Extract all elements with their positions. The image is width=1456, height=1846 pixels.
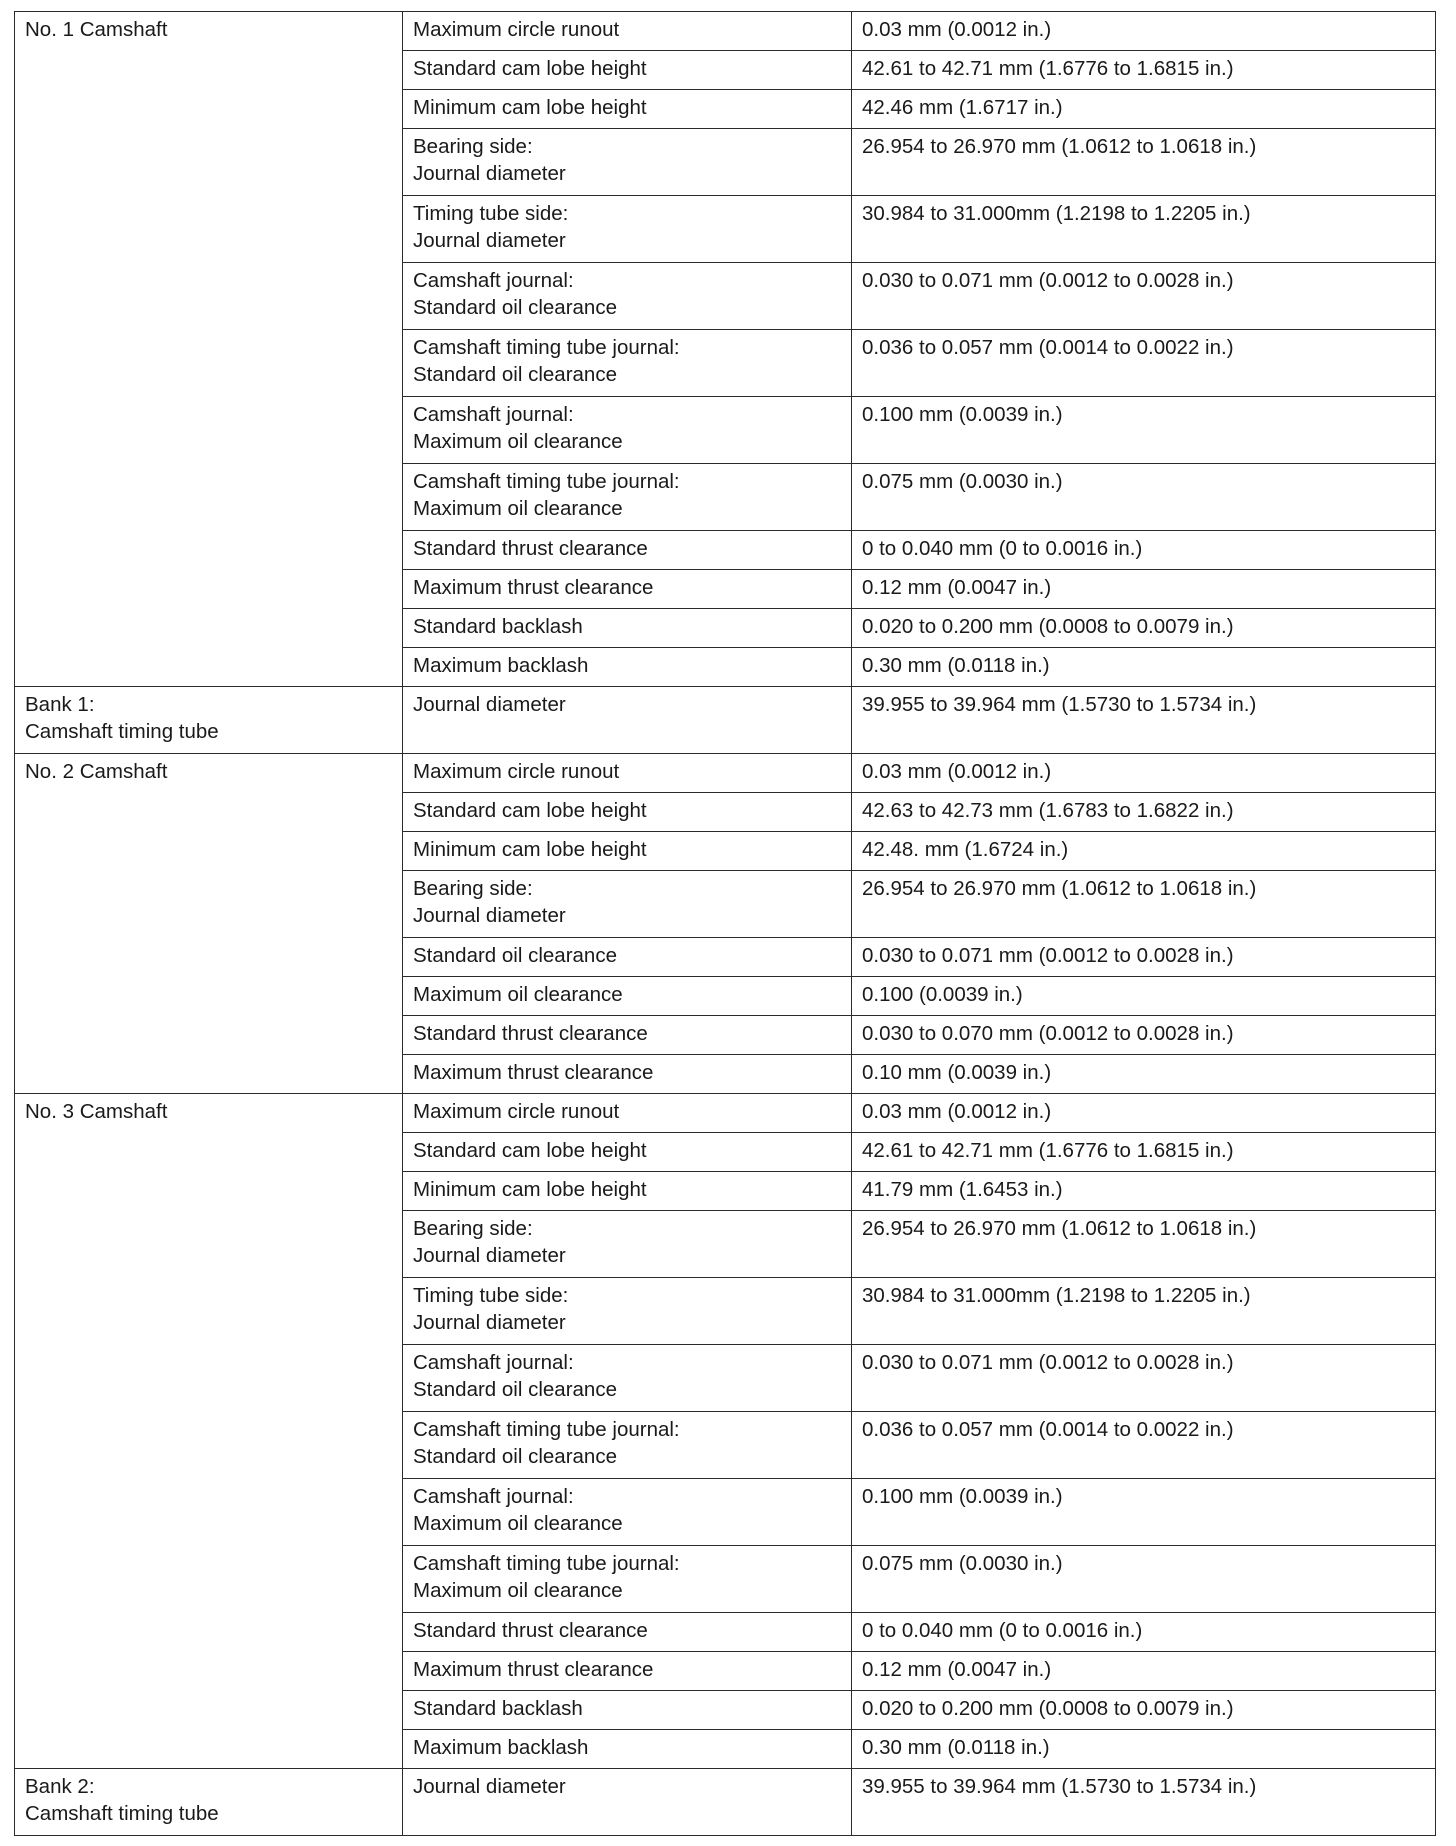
spec-item-cell: Camshaft timing tube journal: Maximum oil clearance xyxy=(403,1546,852,1613)
spec-item-cell: Standard cam lobe height xyxy=(403,793,852,832)
spec-item-cell: Standard cam lobe height xyxy=(403,51,852,90)
spec-value-cell: 0.12 mm (0.0047 in.) xyxy=(852,1652,1436,1691)
spec-item-cell: Standard backlash xyxy=(403,609,852,648)
spec-value-cell: 0.030 to 0.071 mm (0.0012 to 0.0028 in.) xyxy=(852,1345,1436,1412)
spec-item-cell: Camshaft journal: Standard oil clearance xyxy=(403,1345,852,1412)
spec-value-cell: 0.100 (0.0039 in.) xyxy=(852,977,1436,1016)
spec-value-cell: 0.100 mm (0.0039 in.) xyxy=(852,1479,1436,1546)
spec-value-cell: 0.12 mm (0.0047 in.) xyxy=(852,570,1436,609)
component-name-cell: No. 1 Camshaft xyxy=(15,12,403,687)
spec-value-cell: 0.03 mm (0.0012 in.) xyxy=(852,12,1436,51)
spec-item-cell: Camshaft timing tube journal: Standard oil clearance xyxy=(403,1412,852,1479)
spec-value-cell: 0.03 mm (0.0012 in.) xyxy=(852,754,1436,793)
spec-item-cell: Maximum circle runout xyxy=(403,1094,852,1133)
spec-value-cell: 0 to 0.040 mm (0 to 0.0016 in.) xyxy=(852,531,1436,570)
spec-value-cell: 0.10 mm (0.0039 in.) xyxy=(852,1055,1436,1094)
camshaft-spec-table xyxy=(14,11,1436,1836)
spec-value-cell: 30.984 to 31.000mm (1.2198 to 1.2205 in.) xyxy=(852,1278,1436,1345)
spec-item-cell: Standard thrust clearance xyxy=(403,531,852,570)
spec-item-cell: Maximum thrust clearance xyxy=(403,1055,852,1094)
spec-item-cell: Timing tube side: Journal diameter xyxy=(403,1278,852,1345)
table-row xyxy=(15,1094,1436,1133)
spec-item-cell: Bearing side: Journal diameter xyxy=(403,129,852,196)
spec-item-cell: Journal diameter xyxy=(403,687,852,754)
spec-value-cell: 42.63 to 42.73 mm (1.6783 to 1.6822 in.) xyxy=(852,793,1436,832)
spec-value-cell: 26.954 to 26.970 mm (1.0612 to 1.0618 in.) xyxy=(852,871,1436,938)
spec-table-body xyxy=(15,12,1436,1836)
spec-item-cell: Minimum cam lobe height xyxy=(403,1172,852,1211)
spec-value-cell: 26.954 to 26.970 mm (1.0612 to 1.0618 in.) xyxy=(852,1211,1436,1278)
spec-item-cell: Journal diameter xyxy=(403,1769,852,1836)
spec-value-cell: 42.61 to 42.71 mm (1.6776 to 1.6815 in.) xyxy=(852,1133,1436,1172)
component-name-cell: No. 2 Camshaft xyxy=(15,754,403,1094)
spec-value-cell: 30.984 to 31.000mm (1.2198 to 1.2205 in.) xyxy=(852,196,1436,263)
spec-value-cell: 0.075 mm (0.0030 in.) xyxy=(852,464,1436,531)
spec-value-cell: 0.020 to 0.200 mm (0.0008 to 0.0079 in.) xyxy=(852,609,1436,648)
spec-value-cell: 0.030 to 0.070 mm (0.0012 to 0.0028 in.) xyxy=(852,1016,1436,1055)
spec-item-cell: Maximum backlash xyxy=(403,648,852,687)
spec-item-cell: Maximum thrust clearance xyxy=(403,570,852,609)
component-name-cell: Bank 1: Camshaft timing tube xyxy=(15,687,403,754)
spec-item-cell: Maximum circle runout xyxy=(403,754,852,793)
spec-item-cell: Maximum backlash xyxy=(403,1730,852,1769)
spec-value-cell: 0.020 to 0.200 mm (0.0008 to 0.0079 in.) xyxy=(852,1691,1436,1730)
spec-value-cell: 39.955 to 39.964 mm (1.5730 to 1.5734 in.) xyxy=(852,1769,1436,1836)
spec-value-cell: 42.48. mm (1.6724 in.) xyxy=(852,832,1436,871)
spec-value-cell: 0.036 to 0.057 mm (0.0014 to 0.0022 in.) xyxy=(852,1412,1436,1479)
spec-item-cell: Standard oil clearance xyxy=(403,938,852,977)
spec-item-cell: Bearing side: Journal diameter xyxy=(403,871,852,938)
table-row xyxy=(15,1769,1436,1836)
component-name-cell: No. 3 Camshaft xyxy=(15,1094,403,1769)
table-row xyxy=(15,687,1436,754)
spec-item-cell: Camshaft journal: Maximum oil clearance xyxy=(403,1479,852,1546)
spec-value-cell: 42.46 mm (1.6717 in.) xyxy=(852,90,1436,129)
spec-value-cell: 0.030 to 0.071 mm (0.0012 to 0.0028 in.) xyxy=(852,263,1436,330)
spec-item-cell: Camshaft journal: Standard oil clearance xyxy=(403,263,852,330)
spec-item-cell: Maximum circle runout xyxy=(403,12,852,51)
spec-item-cell: Standard thrust clearance xyxy=(403,1016,852,1055)
spec-value-cell: 0.036 to 0.057 mm (0.0014 to 0.0022 in.) xyxy=(852,330,1436,397)
spec-value-cell: 0.30 mm (0.0118 in.) xyxy=(852,648,1436,687)
table-row xyxy=(15,12,1436,51)
spec-item-cell: Camshaft timing tube journal: Standard oil clearance xyxy=(403,330,852,397)
spec-value-cell: 26.954 to 26.970 mm (1.0612 to 1.0618 in.) xyxy=(852,129,1436,196)
spec-item-cell: Timing tube side: Journal diameter xyxy=(403,196,852,263)
spec-item-cell: Camshaft timing tube journal: Maximum oil clearance xyxy=(403,464,852,531)
spec-value-cell: 0.30 mm (0.0118 in.) xyxy=(852,1730,1436,1769)
spec-item-cell: Bearing side: Journal diameter xyxy=(403,1211,852,1278)
spec-item-cell: Minimum cam lobe height xyxy=(403,90,852,129)
spec-value-cell: 0.075 mm (0.0030 in.) xyxy=(852,1546,1436,1613)
spec-value-cell: 39.955 to 39.964 mm (1.5730 to 1.5734 in.) xyxy=(852,687,1436,754)
spec-value-cell: 0.100 mm (0.0039 in.) xyxy=(852,397,1436,464)
spec-item-cell: Camshaft journal: Maximum oil clearance xyxy=(403,397,852,464)
spec-item-cell: Standard backlash xyxy=(403,1691,852,1730)
spec-item-cell: Maximum thrust clearance xyxy=(403,1652,852,1691)
spec-item-cell: Minimum cam lobe height xyxy=(403,832,852,871)
table-row xyxy=(15,754,1436,793)
spec-value-cell: 41.79 mm (1.6453 in.) xyxy=(852,1172,1436,1211)
spec-value-cell: 42.61 to 42.71 mm (1.6776 to 1.6815 in.) xyxy=(852,51,1436,90)
spec-item-cell: Standard thrust clearance xyxy=(403,1613,852,1652)
spec-item-cell: Standard cam lobe height xyxy=(403,1133,852,1172)
spec-item-cell: Maximum oil clearance xyxy=(403,977,852,1016)
spec-value-cell: 0.030 to 0.071 mm (0.0012 to 0.0028 in.) xyxy=(852,938,1436,977)
spec-value-cell: 0.03 mm (0.0012 in.) xyxy=(852,1094,1436,1133)
component-name-cell: Bank 2: Camshaft timing tube xyxy=(15,1769,403,1836)
spec-value-cell: 0 to 0.040 mm (0 to 0.0016 in.) xyxy=(852,1613,1436,1652)
